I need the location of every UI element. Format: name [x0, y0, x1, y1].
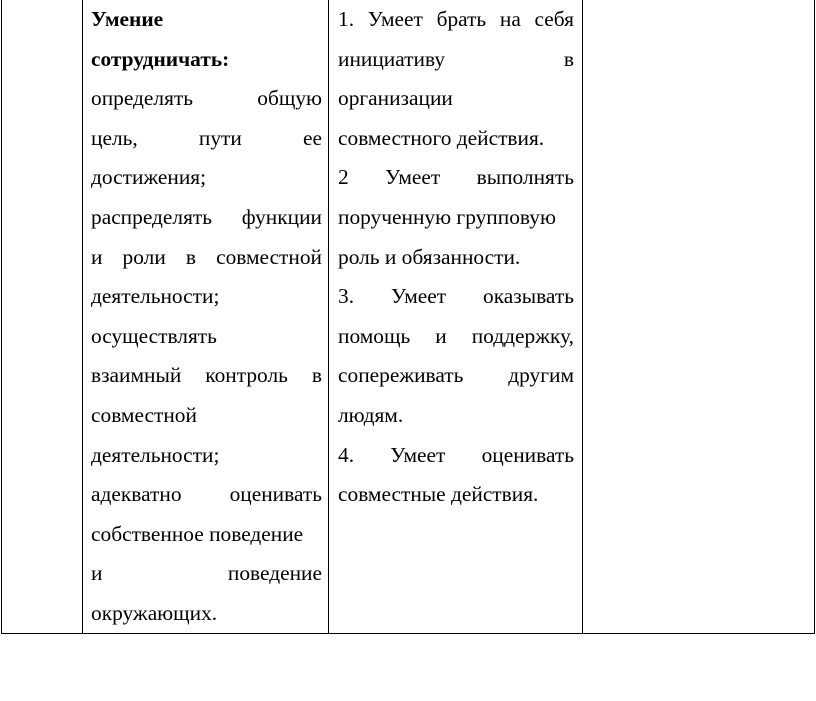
- column-divider-1: [82, 0, 83, 634]
- indicator-text-line: [338, 0, 574, 40]
- indicator-text-word: 2: [338, 165, 349, 190]
- skill-text-line: [91, 475, 322, 515]
- indicator-text-word: 4.: [338, 442, 355, 467]
- skill-text-line: [91, 594, 322, 634]
- skill-text-word: роли: [122, 244, 166, 269]
- indicator-text-line: [338, 356, 574, 396]
- skill-text-line: [91, 317, 322, 357]
- indicators-cell: [338, 0, 574, 515]
- skill-text-word: адекватно: [91, 482, 182, 507]
- indicator-text-line: [338, 79, 574, 119]
- indicator-text-word: совместные действия.: [338, 482, 539, 507]
- indicator-text-word: 1.: [338, 7, 355, 31]
- column-divider-2: [328, 0, 329, 634]
- skill-text-word: в: [311, 363, 322, 388]
- indicator-text-line: [338, 238, 574, 278]
- skill-text-word: деятельности;: [91, 284, 220, 309]
- indicator-text-word: оказывать: [483, 284, 574, 309]
- skill-text-word: деятельности;: [91, 442, 220, 467]
- indicator-text-word: в: [563, 46, 574, 71]
- indicator-text-word: 3.: [338, 284, 355, 309]
- skill-text-word: осуществлять: [91, 323, 217, 348]
- skill-text-word: и: [91, 561, 103, 586]
- competency-table: [1, 0, 815, 634]
- skill-text-word: достижения;: [91, 165, 207, 190]
- indicator-text-line: [338, 158, 574, 198]
- indicator-text-word: Умеет: [367, 7, 423, 31]
- skill-text-line: [91, 198, 322, 238]
- skill-text-line: [91, 396, 322, 436]
- skill-text-word: окружающих.: [91, 600, 218, 625]
- skill-text-line: [91, 554, 322, 594]
- skill-text-word: и: [91, 244, 103, 269]
- skill-text-word: распределять: [91, 204, 213, 229]
- indicator-text-line: [338, 277, 574, 317]
- indicator-text-line: [338, 436, 574, 476]
- skill-text-word: в: [185, 244, 196, 269]
- skill-title-line2: сотрудничать:: [91, 46, 230, 71]
- skill-text-word: взаимный: [91, 363, 182, 388]
- skill-text-line: [91, 515, 322, 555]
- indicator-text-line: [338, 396, 574, 436]
- indicator-text-word: другим: [508, 363, 574, 388]
- skill-text-word: поведение: [227, 561, 322, 586]
- column-divider-3: [582, 0, 583, 634]
- indicator-text-word: на: [499, 7, 521, 31]
- indicator-text-word: Умеет: [390, 284, 447, 309]
- skill-title-line1: Умение: [91, 7, 164, 31]
- skill-text-word: совместной: [216, 244, 322, 269]
- indicators-list: [338, 0, 574, 515]
- skill-text-line: [91, 158, 322, 198]
- indicator-text-line: [338, 317, 574, 357]
- skill-text-word: определять: [91, 86, 194, 111]
- indicator-text-word: организации: [338, 86, 453, 111]
- indicator-text-word: брать: [436, 7, 487, 31]
- indicator-text-word: совместного действия.: [338, 125, 545, 150]
- indicator-text-word: Умеет: [390, 442, 446, 467]
- skill-text-line: [91, 436, 322, 476]
- skill-text-line: [91, 238, 322, 278]
- indicator-text-word: Умеет: [385, 165, 441, 190]
- indicator-text-word: инициативу: [338, 46, 446, 71]
- indicator-text-line: [338, 40, 574, 80]
- skill-text-line: [91, 277, 322, 317]
- indicator-text-word: помощь: [338, 323, 411, 348]
- skill-text-line: [91, 356, 322, 396]
- skill-text-line: [91, 119, 322, 159]
- skill-text-word: общую: [257, 86, 322, 111]
- indicator-text-word: себя: [534, 7, 574, 31]
- skill-text-word: совместной: [91, 402, 197, 427]
- indicator-text-word: порученную групповую: [338, 204, 556, 229]
- skill-text-line: [91, 79, 322, 119]
- indicator-text-word: сопереживать: [338, 363, 464, 388]
- indicator-text-line: [338, 475, 574, 515]
- indicator-text-word: выполнять: [476, 165, 574, 190]
- indicator-text-word: поддержку,: [471, 323, 574, 348]
- indicator-text-word: людям.: [338, 402, 404, 427]
- skill-text-word: оценивать: [229, 482, 322, 507]
- indicator-text-word: роль и обязанности.: [338, 244, 521, 269]
- indicator-text-line: [338, 119, 574, 159]
- indicator-text-line: [338, 198, 574, 238]
- skill-text-word: ее: [303, 125, 322, 150]
- skill-description: [91, 79, 322, 633]
- skill-text-word: цель,: [91, 125, 138, 150]
- indicator-text-word: оценивать: [481, 442, 574, 467]
- skill-text-word: собственное поведение: [91, 521, 304, 546]
- skill-text-word: функции: [241, 204, 322, 229]
- skill-cell: [91, 0, 322, 634]
- skill-text-word: контроль: [205, 363, 288, 388]
- skill-text-word: пути: [198, 125, 242, 150]
- indicator-text-word: и: [435, 323, 447, 348]
